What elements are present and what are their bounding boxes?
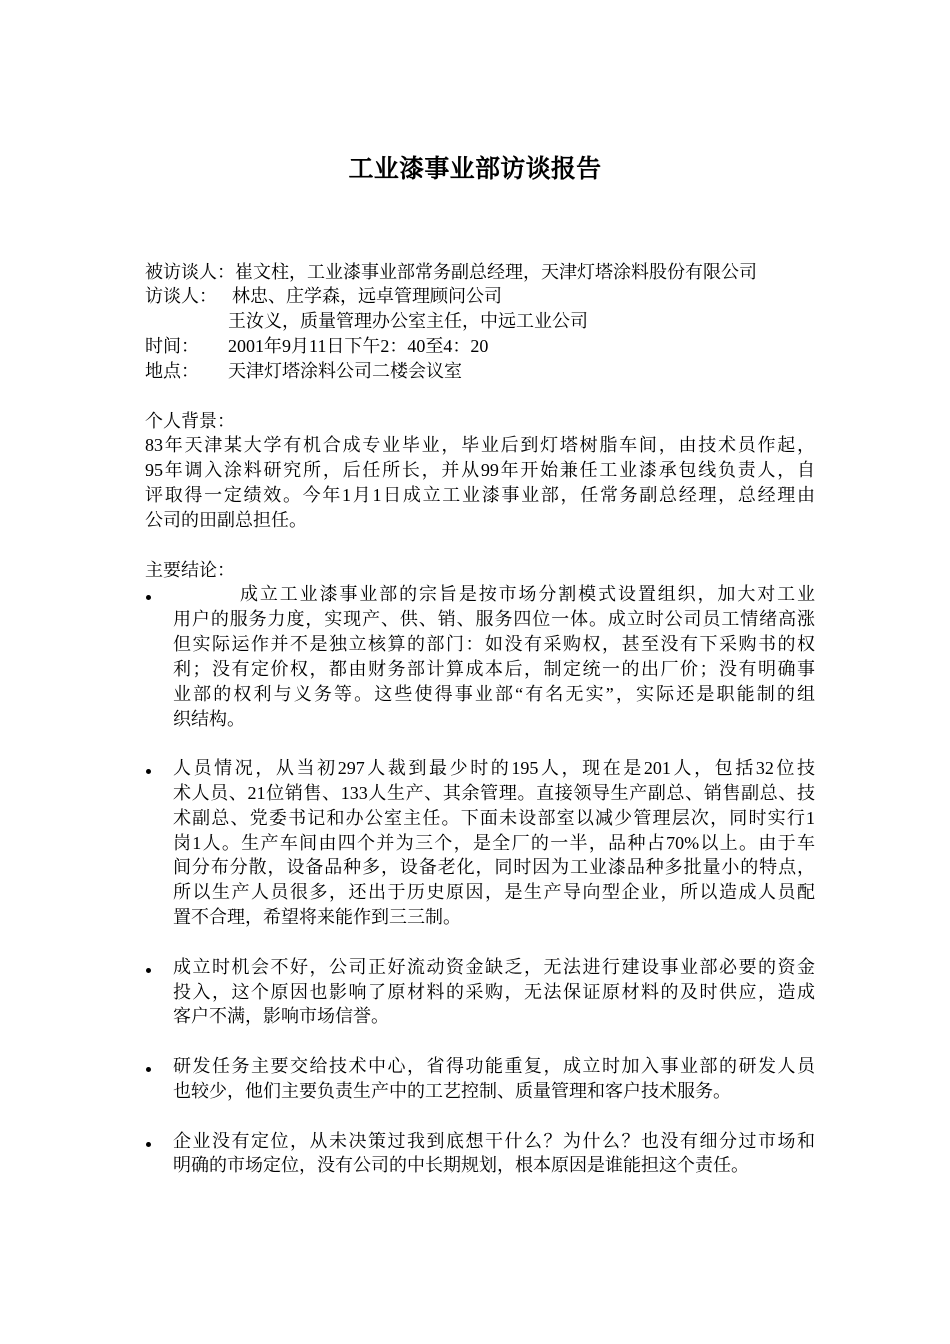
place-value: 天津灯塔涂料公司二楼会议室: [228, 360, 462, 381]
list-item-text: [173, 955, 815, 1029]
conclusions-heading: 主要结论：: [145, 559, 235, 580]
time-value: 2001年9月11日下午2：40至4：20: [228, 336, 489, 357]
list-item-text: [173, 582, 815, 731]
list-item-line: 成立时机会不好，公司正好流动资金缺乏，无法进行建设事业部必要的资金: [173, 956, 815, 977]
document-body: [145, 260, 817, 1179]
list-item-line: 也较少，他们主要负责生产中的工艺控制、质量管理和客户技术服务。: [173, 1080, 731, 1101]
interviewer-row-2: [145, 309, 817, 334]
list-item-line: 利；没有定价权，都由财务部计算成本后，制定统一的出厂价；没有明确事: [173, 658, 815, 679]
bullet-icon: [146, 1067, 151, 1072]
list-item-line: 术人员、21位销售、133人生产、其余管理。直接领导生产副总、销售副总、技: [173, 782, 815, 803]
list-item: [145, 1129, 817, 1179]
paragraph-line: 公司的田副总担任。: [145, 509, 307, 530]
list-item-line: 成立工业漆事业部的宗旨是按市场分割模式设置组织，加大对工业: [240, 584, 815, 605]
blank-line: [145, 533, 817, 558]
list-item-line: 客户不满，影响市场信誉。: [173, 1006, 389, 1027]
time-label: 时间：: [145, 336, 199, 357]
list-item: [145, 582, 817, 731]
interviewee-value: 崔文柱，工业漆事业部常务副总经理，天津灯塔涂料股份有限公司: [235, 261, 757, 282]
blank-line: [145, 1104, 817, 1129]
list-item-line: 企业没有定位，从未决策过我到底想干什么？为什么？也没有细分过市场和: [173, 1130, 815, 1151]
list-item: [145, 955, 817, 1029]
place-row: [145, 359, 817, 384]
list-item-line: 用户的服务力度，实现产、供、销、服务四位一体。成立时公司员工情绪高涨: [173, 609, 815, 630]
paragraph-line: 评取得一定绩效。今年1月1日成立工业漆事业部，任常务副总经理，总经理由: [145, 485, 815, 506]
list-item: [145, 756, 817, 930]
list-item: [145, 1054, 817, 1104]
blank-line: [145, 930, 817, 955]
conclusions-list: [145, 582, 817, 1178]
list-item-line: 置不合理，希望将来能作到三三制。: [173, 907, 461, 928]
list-item-line: 织结构。: [173, 708, 245, 729]
list-item-line: 明确的市场定位，没有公司的中长期规划，根本原因是谁能担这个责任。: [173, 1155, 749, 1176]
blank-line: [145, 1029, 817, 1054]
time-row: [145, 334, 817, 359]
bullet-icon: [146, 1142, 151, 1147]
background-heading: 个人背景：: [145, 410, 235, 431]
place-label: 地点：: [145, 360, 199, 381]
interviewer-row: [145, 284, 817, 309]
interviewer-value-2: 王汝义，质量管理办公室主任，中远工业公司: [228, 311, 588, 332]
list-item-line: 间分布分散，设备品种多，设备老化，同时因为工业漆品种多批量小的特点，: [173, 857, 815, 878]
blank-line: [145, 384, 817, 409]
paragraph-line: 83年天津某大学有机合成专业毕业，毕业后到灯塔树脂车间，由技术员作起，: [145, 435, 815, 456]
list-item-line: 人员情况，从当初297人裁到最少时的195人，现在是201人，包括32位技: [173, 758, 815, 779]
document-title: 工业漆事业部访谈报告: [348, 156, 602, 183]
bullet-icon: [146, 769, 151, 774]
background-paragraph: [145, 433, 815, 532]
list-item-text: [173, 756, 815, 930]
list-item-line: 研发任务主要交给技术中心，省得功能重复，成立时加入事业部的研发人员: [173, 1056, 815, 1077]
bullet-icon: [146, 595, 151, 600]
blank-line: [145, 731, 817, 756]
interviewer-label: 访谈人：: [145, 286, 217, 307]
paragraph-line: 95年调入涂料研究所，后任所长，并从99年开始兼任工业漆承包线负责人，自: [145, 460, 815, 481]
list-item-text: [173, 1129, 815, 1179]
list-item-text: [173, 1054, 815, 1104]
bullet-icon: [146, 968, 151, 973]
list-item-line: 但实际运作并不是独立核算的部门：如没有采购权，甚至没有下采购书的权: [173, 634, 815, 655]
interviewee-row: [145, 260, 817, 285]
interviewer-value-1: 林忠、庄学森，远卓管理顾问公司: [232, 286, 502, 307]
list-item-line: 术副总、党委书记和办公室主任。下面未设部室以减少管理层次，同时实行1: [173, 807, 815, 828]
list-item-line: 岗1人。生产车间由四个并为三个，是全厂的一半，品种占70%以上。由于车: [173, 832, 815, 853]
interviewee-label: 被访谈人：: [145, 261, 235, 282]
list-item-line: 所以生产人员很多，还出于历史原因，是生产导向型企业，所以造成人员配: [173, 882, 815, 903]
list-item-line: 投入，这个原因也影响了原材料的采购，无法保证原材料的及时供应，造成: [173, 981, 815, 1002]
list-item-line: 业部的权利与义务等。这些使得事业部“有名无实”，实际还是职能制的组: [173, 683, 815, 704]
